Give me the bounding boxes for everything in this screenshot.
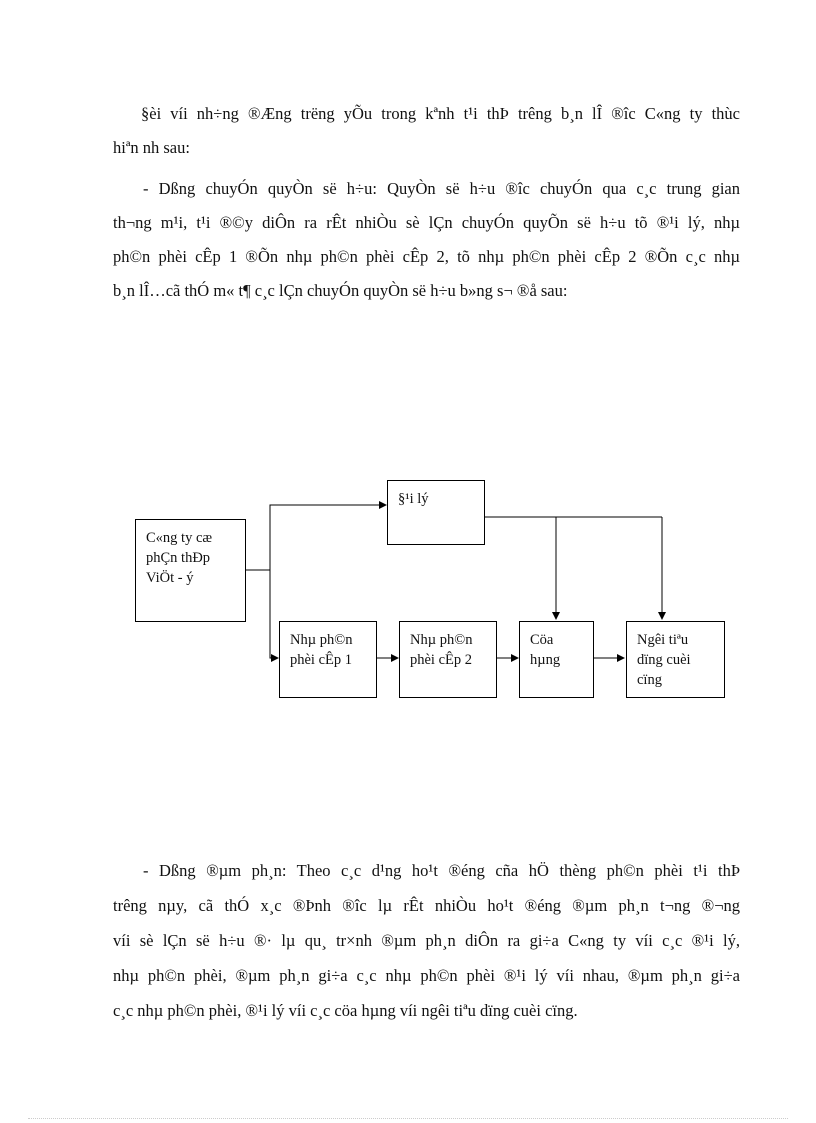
box-label: ViÖt - ý bbox=[146, 570, 194, 586]
box-label: §¹i lý bbox=[398, 491, 429, 507]
text-line: b¸n lÎ…cã thÓ m« t¶ c¸c lÇn chuyÓn quyÒn së h÷u b»ng s¬ ®å sau: bbox=[113, 281, 568, 300]
distributor-2-box bbox=[399, 621, 497, 698]
text-line: - Dßng chuyÓn quyÒn së h÷u: QuyÒn së h÷u ®îc chuyÓn qua c¸c trung gian bbox=[143, 179, 740, 198]
box-label: Cöa bbox=[530, 632, 554, 648]
text-line: hiªn nh sau: bbox=[113, 138, 190, 157]
box-label: dïng cuèi bbox=[637, 652, 691, 668]
text-line: víi sè lÇn së h÷u ®· lµ qu¸ tr×nh ®µm ph¸n diÔn ra gi÷a C«ng ty víi c¸c ®¹i lý, bbox=[113, 931, 740, 950]
box-label: phÇn thÐp bbox=[146, 550, 211, 566]
text-line: nhµ ph©n phèi, ®µm ph¸n gi÷a c¸c nhµ ph©n phèi ®¹i lý víi nhau, ®µm ph¸n gi÷a bbox=[113, 966, 740, 985]
arrow-company-to-distributor-1 bbox=[270, 570, 278, 658]
box-label: phèi cÊp 1 bbox=[290, 652, 353, 668]
paragraph-negotiation-flow bbox=[113, 853, 740, 1028]
box-label: Nhµ ph©n bbox=[290, 632, 353, 648]
text-line: ph©n phèi cÊp 1 ®Õn nhµ ph©n phèi cÊp 2, tõ nhµ ph©n phèi cÊp 2 ®Õn c¸c nhµ bbox=[113, 247, 740, 266]
arrow-company-to-agent bbox=[270, 505, 386, 570]
text-line: c¸c nhµ ph©n phèi, ®¹i lý víi c¸c cöa hµng víi ngêi tiªu dïng cuèi cïng. bbox=[113, 1001, 578, 1020]
end-consumer-box bbox=[626, 621, 725, 698]
box-label: Ngêi tiªu bbox=[637, 632, 689, 648]
company-box bbox=[135, 519, 246, 622]
distributor-1-box bbox=[279, 621, 377, 698]
text-line: §èi víi nh÷ng ®Æng trëng yÕu trong kªnh t¹i thÞ trêng b¸n lÎ ®îc C«ng ty thùc bbox=[141, 104, 740, 123]
store-box bbox=[519, 621, 594, 698]
box-label: phèi cÊp 2 bbox=[410, 652, 473, 668]
text-line: trêng nµy, cã thÓ x¸c ®Þnh ®îc lµ rÊt nhiÒu ho¹t ®éng ®µm ph¸n t¬ng ®¬ng bbox=[113, 896, 740, 915]
box-label: C«ng ty cæ bbox=[146, 530, 213, 546]
box-label: Nhµ ph©n bbox=[410, 632, 473, 648]
text-line: - Dßng ®µm ph¸n: Theo c¸c d¹ng ho¹t ®éng cña hÖ thèng ph©n phèi t¹i thÞ bbox=[143, 861, 740, 880]
box-label: hµng bbox=[530, 652, 561, 668]
text-line: th¬ng m¹i, t¹i ®©y diÔn ra rÊt nhiÒu sè lÇn chuyÓn quyÕn së h÷u tõ ®¹i lý, nhµ bbox=[113, 213, 740, 232]
box-label: cïng bbox=[637, 672, 662, 688]
page-bottom-rule bbox=[28, 1118, 788, 1119]
agent-box bbox=[387, 480, 485, 545]
